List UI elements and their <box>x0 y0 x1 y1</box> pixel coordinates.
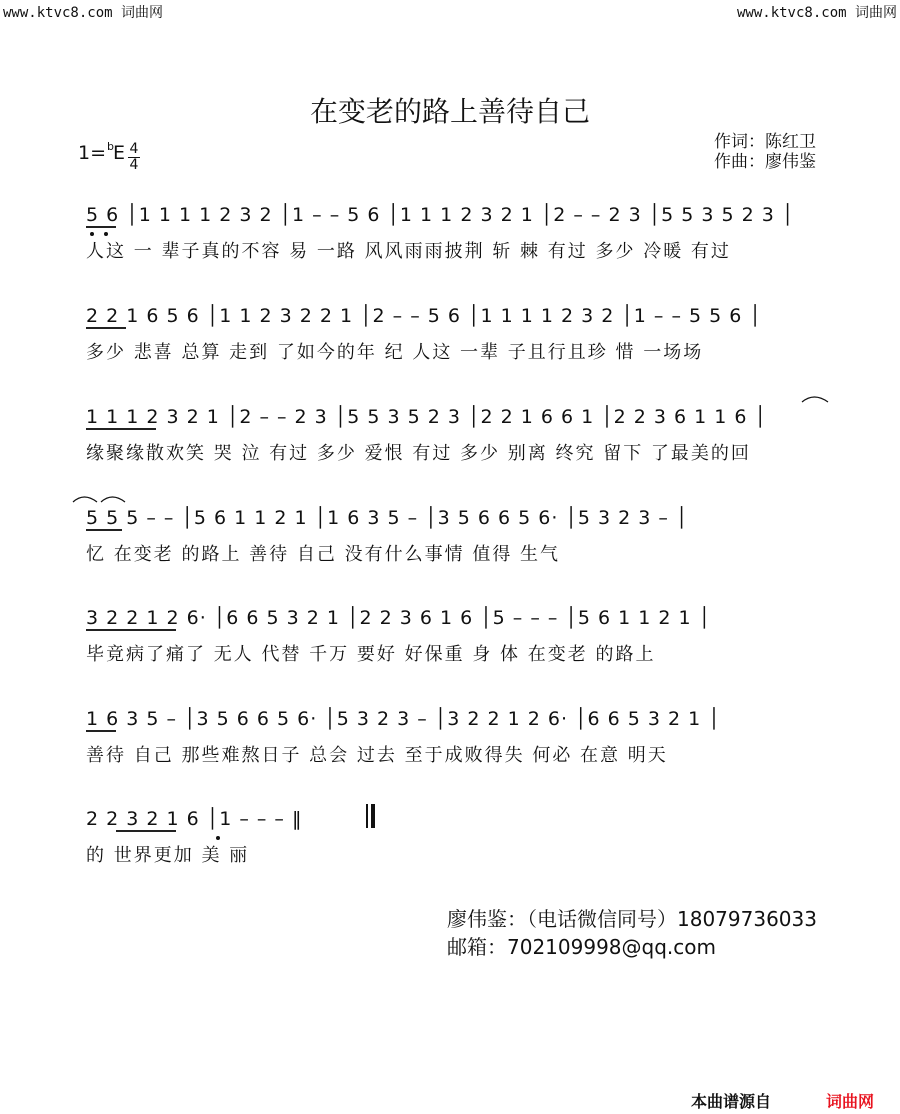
score-row-5-notes: 3 2 2 1 2 6· │6 6 5 3 2 1 │2 2 3 6 1 6 │5 – – – │5 6 1 1 2 1 │ <box>86 607 712 629</box>
credits <box>714 132 816 172</box>
footer-source-label: 本曲谱源自 <box>691 1092 772 1111</box>
slur-arc <box>70 490 130 504</box>
beat-underline <box>86 327 126 329</box>
score-row-7-lyrics: 的 世界更加 美 丽 <box>86 845 250 866</box>
watermark-right: www.ktvc8.com 词曲网 <box>736 5 897 21</box>
watermark-left: www.ktvc8.com 词曲网 <box>3 5 164 21</box>
score-row-4-notes: 5 5 5 – – │5 6 1 1 2 1 │1 6 3 5 – │3 5 6 6 5 6· │5 3 2 3 – │ <box>86 507 689 529</box>
score-row-3-lyrics: 缘聚缘散欢笑 哭 泣 有过 多少 爱恨 有过 多少 别离 终究 留下 了最美的回 <box>86 443 751 464</box>
contact-phone: 廖伟鉴：（电话微信同号）18079736033 <box>447 907 817 931</box>
score-row-5-lyrics: 毕竟病了痛了 无人 代替 千万 要好 好保重 身 体 在变老 的路上 <box>86 644 656 665</box>
score-row-1-lyrics: 人这 一 辈子真的不容 易 一路 风风雨雨披荆 斩 棘 有过 多少 冷暖 有过 <box>86 241 731 262</box>
score-row-2-notes: 2 2 1 6 5 6 │1 1 2 3 2 2 1 │2 – – 5 6 │1 1 1 1 2 3 2 │1 – – 5 5 6 │ <box>86 305 762 327</box>
low-octave-dot <box>216 836 220 840</box>
final-barline-thin <box>366 804 368 828</box>
beat-underline <box>86 629 176 631</box>
slur-arc <box>800 390 830 404</box>
lyricist: 作词：陈红卫 <box>714 132 816 152</box>
meter-bottom: 4 <box>129 157 139 173</box>
score-row-6-lyrics: 善待 自己 那些难熬日子 总会 过去 至于成败得失 何必 在意 明天 <box>86 745 668 766</box>
beat-underline <box>86 428 156 430</box>
score-row-3-notes: 1 1 1 2 3 2 1 │2 – – 2 3 │5 5 3 5 2 3 │2 2 1 6 6 1 │2 2 3 6 1 1 6 │ <box>86 406 767 428</box>
beat-underline <box>86 226 116 228</box>
score-row-2-lyrics: 多少 悲喜 总算 走到 了如今的年 纪 人这 一辈 子且行且珍 惜 一场场 <box>86 342 704 363</box>
key-note: E <box>113 142 126 164</box>
time-signature <box>128 143 140 172</box>
composer: 作曲：廖伟鉴 <box>714 152 816 172</box>
key-signature <box>78 142 125 164</box>
contact-info <box>447 905 817 961</box>
low-octave-dot <box>104 232 108 236</box>
score-row-7-notes: 2 2 3 2 1 6 │1 – – – ‖ <box>86 808 303 830</box>
final-barline-thick <box>371 804 375 828</box>
score-row-1-notes: 5 6 │1 1 1 1 2 3 2 │1 – – 5 6 │1 1 1 2 3 2 1 │2 – – 2 3 │5 5 3 5 2 3 │ <box>86 204 795 226</box>
score-row-4-lyrics: 忆 在变老 的路上 善待 自己 没有什么事情 值得 生气 <box>86 544 561 565</box>
score-row-6-notes: 1 6 3 5 – │3 5 6 6 5 6· │5 3 2 3 – │3 2 2 1 2 6· │6 6 5 3 2 1 │ <box>86 708 721 730</box>
flat-sign: b <box>107 140 114 153</box>
beat-underline <box>116 830 176 832</box>
contact-email: 邮箱：702109998@qq.com <box>447 935 716 959</box>
beat-underline <box>86 730 116 732</box>
meter-top: 4 <box>129 141 139 157</box>
low-octave-dot <box>90 232 94 236</box>
song-title: 在变老的路上善待自己 <box>309 95 590 128</box>
key-prefix: 1= <box>78 142 107 164</box>
beat-underline <box>86 529 122 531</box>
footer-site-logo[interactable]: 词曲网 <box>826 1092 875 1111</box>
